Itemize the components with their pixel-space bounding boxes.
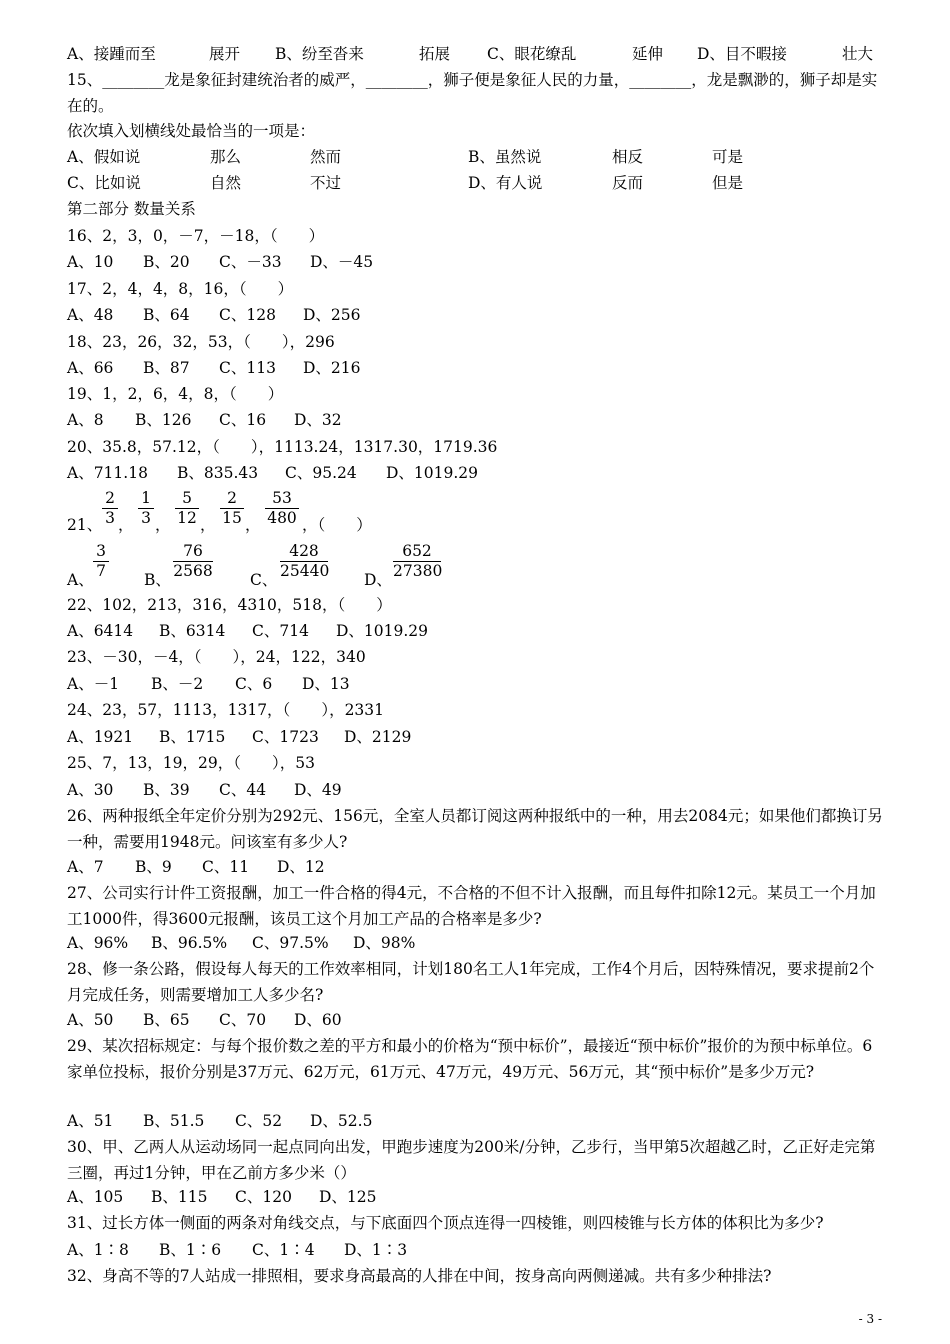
q21-option-d-label: D、 <box>364 571 392 589</box>
q15-instruction: 依次填入划横线处最恰当的一项是： <box>67 122 316 140</box>
q30-option-a: A、105 <box>67 1188 124 1206</box>
q26-option-b: B、9 <box>135 858 172 876</box>
numerator: 1 <box>141 489 151 507</box>
q18-option-d: D、216 <box>303 359 361 377</box>
q20-option-a: A、711.18 <box>67 464 148 482</box>
q21-blank <box>302 515 372 535</box>
q29-option-c: C、52 <box>235 1112 283 1130</box>
q31-option-d: D、1∶3 <box>344 1241 408 1259</box>
q22-option-d: D、1019.29 <box>336 622 429 640</box>
q26-option-d: D、12 <box>277 858 325 876</box>
separator: ， <box>245 516 261 534</box>
q23-option-b: B、－2 <box>151 675 204 693</box>
q14-option-a: A、接踵而至 <box>67 45 156 63</box>
numerator: 2 <box>105 489 115 507</box>
page-number: - 3 - <box>858 1312 882 1326</box>
q15-option-c: C、比如说 <box>67 174 141 192</box>
q23-option-d: D、13 <box>302 675 350 693</box>
q29-stem: 29、某次招标规定：与每个报价数之差的平方和最小的价格为“预中标价”，最接近“预中标价”报价的为预中标单位。6家单位投标，报价分别是37万元、62万元，61万元、47万元，49万元、56万元，其“预中标价”是多少万元? <box>67 1037 873 1081</box>
q27-stem: 27、公司实行计件工资报酬，加工一件合格的得4元，不合格的不但不计入报酬，而且每件扣除12元。某员工一个月加工1000件，得3600元报酬，该员工这个月加工产品的合格率是多少? <box>67 884 876 928</box>
q19-option-c: C、16 <box>219 411 267 429</box>
q17-option-c: C、128 <box>219 306 276 324</box>
q16-option-a: A、10 <box>67 253 114 271</box>
q21-seq-fraction-1 <box>102 490 118 527</box>
q20-option-d: D、1019.29 <box>386 464 479 482</box>
denominator: 15 <box>222 509 242 527</box>
q25-option-c: C、44 <box>219 781 267 799</box>
q21-option-a-fraction <box>93 543 109 580</box>
q28-stem: 28、修一条公路，假设每人每天的工作效率相同，计划180名工人1年完成，工作4个月后，因特殊情况，要求提前2个月完成任务，则需要增加工人多少名? <box>67 960 875 1004</box>
q16-stem: 16、2，3，0，－7，－18，（ ） <box>67 227 325 245</box>
q21-option-a-label: A、 <box>67 571 94 589</box>
numerator: 53 <box>272 489 292 507</box>
q24-option-a: A、1921 <box>67 728 134 746</box>
blank: （ ） <box>317 516 372 534</box>
q26-option-c: C、11 <box>202 858 250 876</box>
q31-stem: 31、过长方体一侧面的两条对角线交点，与下底面四个顶点连得一四棱锥，则四棱锥与长方体的体积比为多少? <box>67 1214 824 1232</box>
q22-option-c: C、714 <box>252 622 309 640</box>
q27-option-a: A、96% <box>67 934 129 952</box>
q25-option-d: D、49 <box>294 781 342 799</box>
q15-option-a-3: 然而 <box>310 148 342 166</box>
numerator: 428 <box>289 542 319 560</box>
numerator: 76 <box>183 542 203 560</box>
q15-stem: 15、________龙是象征封建统治者的威严，________，狮子便是象征人民的力量，________，龙是飘渺的，狮子却是实在的。 <box>67 71 878 115</box>
q14-option-d: D、目不暇接 <box>697 45 787 63</box>
q24-option-c: C、1723 <box>252 728 319 746</box>
separator: ， <box>155 516 171 534</box>
q29-option-a: A、51 <box>67 1112 114 1130</box>
q15-option-a-2: 那么 <box>210 148 242 166</box>
q21-option-b-fraction <box>173 543 213 580</box>
q28-option-c: C、70 <box>219 1011 267 1029</box>
q18-option-b: B、87 <box>143 359 190 377</box>
q20-stem: 20、35.8，57.12，（ ），1113.24，1317.30，1719.36 <box>67 438 498 456</box>
q30-option-c: C、120 <box>235 1188 292 1206</box>
separator: ， <box>302 516 318 534</box>
q23-stem: 23、－30，－4，（ ），24，122，340 <box>67 648 366 666</box>
numerator: 3 <box>96 542 106 560</box>
q31-option-a: A、1∶8 <box>67 1241 129 1259</box>
denominator: 7 <box>96 562 106 580</box>
q15-option-b: B、虽然说 <box>468 148 542 166</box>
denominator: 27380 <box>393 562 443 580</box>
q14-option-c: C、眼花缭乱 <box>487 45 577 63</box>
q31-option-c: C、1∶4 <box>252 1241 315 1259</box>
q19-option-a: A、8 <box>67 411 104 429</box>
q21-option-b-label: B、 <box>144 571 171 589</box>
q23-option-a: A、－1 <box>67 675 120 693</box>
q25-option-b: B、39 <box>143 781 190 799</box>
q25-option-a: A、30 <box>67 781 114 799</box>
q24-option-b: B、1715 <box>159 728 226 746</box>
q18-option-a: A、66 <box>67 359 114 377</box>
denominator: 2568 <box>173 562 213 580</box>
q21-option-d-fraction <box>393 543 441 580</box>
q21-option-c-label: C、 <box>250 571 278 589</box>
q15-option-d: D、有人说 <box>468 174 543 192</box>
q21-seq-fraction-5 <box>265 490 299 527</box>
numerator: 5 <box>182 489 192 507</box>
q15-option-d-2: 反而 <box>612 174 644 192</box>
q21-option-c-fraction <box>280 543 328 580</box>
q18-option-c: C、113 <box>219 359 276 377</box>
q31-option-b: B、1∶6 <box>159 1241 222 1259</box>
q28-option-a: A、50 <box>67 1011 114 1029</box>
q14-option-a-2: 展开 <box>209 45 241 63</box>
numerator: 2 <box>227 489 237 507</box>
q17-stem: 17、2，4，4，8，16，（ ） <box>67 280 294 298</box>
q21-seq-fraction-3 <box>175 490 199 527</box>
q14-option-d-2: 壮大 <box>842 45 874 63</box>
q16-option-d: D、－45 <box>310 253 374 271</box>
q22-option-b: B、6314 <box>159 622 226 640</box>
q15-option-b-2: 相反 <box>612 148 644 166</box>
denominator: 3 <box>141 509 151 527</box>
q22-option-a: A、6414 <box>67 622 134 640</box>
q32-stem: 32、身高不等的7人站成一排照相，要求身高最高的人排在中间，按身高向两侧递减。共有多少种排法? <box>67 1267 772 1285</box>
q19-option-b: B、126 <box>135 411 192 429</box>
q17-option-d: D、256 <box>303 306 361 324</box>
q27-option-d: D、98% <box>353 934 416 952</box>
section-2-title: 第二部分 数量关系 <box>67 200 196 218</box>
q25-stem: 25、7，13，19，29，（ ），53 <box>67 754 315 772</box>
q21-label: 21、 <box>67 516 103 534</box>
q18-stem: 18、23，26，32，53，（ ），296 <box>67 333 335 351</box>
q28-option-b: B、65 <box>143 1011 190 1029</box>
q28-option-d: D、60 <box>294 1011 342 1029</box>
q26-option-a: A、7 <box>67 858 104 876</box>
q24-option-d: D、2129 <box>344 728 412 746</box>
q29-option-d: D、52.5 <box>310 1112 373 1130</box>
q17-option-a: A、48 <box>67 306 114 324</box>
q27-option-b: B、96.5% <box>151 934 228 952</box>
separator: ， <box>200 516 216 534</box>
q30-stem: 30、甲、乙两人从运动场同一起点同向出发，甲跑步速度为200米/分钟，乙步行，当甲第5次超越乙时，乙正好走完第三圈，再过1分钟，甲在乙前方多少米（） <box>67 1138 876 1182</box>
q26-stem: 26、两种报纸全年定价分别为292元、156元，全室人员都订阅这两种报纸中的一种，用去2084元；如果他们都换订另一种，需要用1948元。问该室有多少人? <box>67 807 883 851</box>
q22-stem: 22、102，213，316，4310，518，（ ） <box>67 596 392 614</box>
q20-option-c: C、95.24 <box>285 464 357 482</box>
denominator: 25440 <box>280 562 330 580</box>
q17-option-b: B、64 <box>143 306 190 324</box>
q30-option-d: D、125 <box>319 1188 377 1206</box>
denominator: 12 <box>177 509 197 527</box>
separator: ， <box>118 516 134 534</box>
q21-seq-fraction-2 <box>138 490 154 527</box>
q16-option-c: C、－33 <box>219 253 282 271</box>
q15-option-b-3: 可是 <box>712 148 744 166</box>
q24-stem: 24、23，57，1113，1317，（ ），2331 <box>67 701 385 719</box>
numerator: 652 <box>402 542 432 560</box>
q29-option-b: B、51.5 <box>143 1112 205 1130</box>
q20-option-b: B、835.43 <box>177 464 259 482</box>
q15-option-c-3: 不过 <box>310 174 342 192</box>
q30-option-b: B、115 <box>151 1188 208 1206</box>
q14-option-b: B、纷至沓来 <box>275 45 364 63</box>
q15-option-d-3: 但是 <box>712 174 744 192</box>
denominator: 3 <box>105 509 115 527</box>
q14-option-c-2: 延伸 <box>632 45 664 63</box>
q21-seq-fraction-4 <box>220 490 244 527</box>
q14-option-b-2: 拓展 <box>419 45 451 63</box>
q23-option-c: C、6 <box>235 675 273 693</box>
q19-stem: 19、1，2，6，4，8，（ ） <box>67 385 284 403</box>
q15-option-a: A、假如说 <box>67 148 141 166</box>
q27-option-c: C、97.5% <box>252 934 329 952</box>
denominator: 480 <box>267 509 297 527</box>
q16-option-b: B、20 <box>143 253 190 271</box>
q19-option-d: D、32 <box>294 411 342 429</box>
q15-option-c-2: 自然 <box>210 174 242 192</box>
